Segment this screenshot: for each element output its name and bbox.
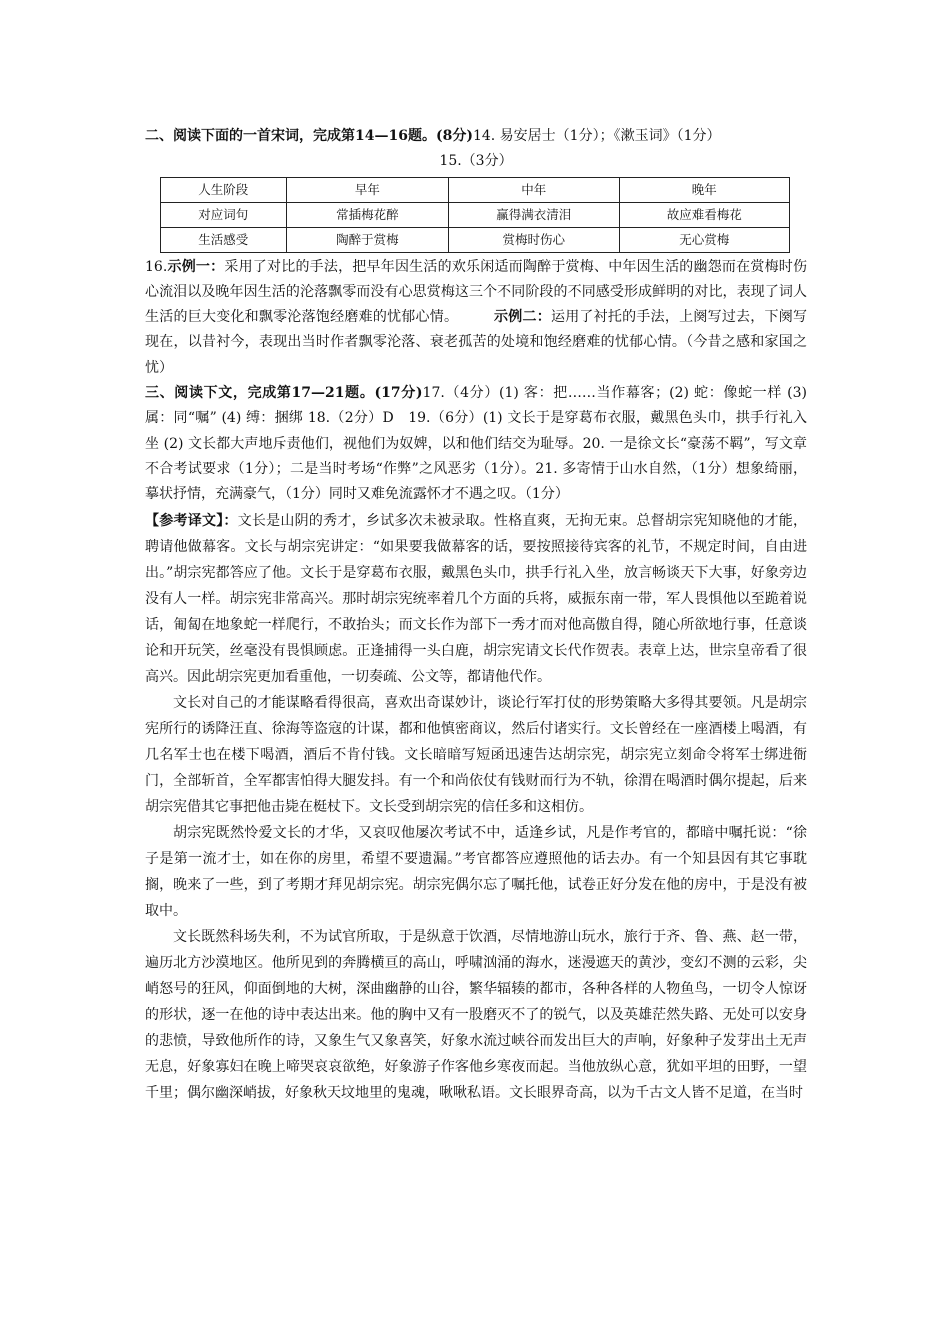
table-cell: 陶醉于赏梅 xyxy=(286,227,448,252)
table-cell: 生活感受 xyxy=(161,227,287,252)
q16-example2-label: 示例二： xyxy=(493,309,551,326)
q16-answer xyxy=(145,255,807,381)
section3-heading: 三、阅读下文，完成第17—21题。(17分) xyxy=(145,385,423,402)
q16-example2-text: 运用了衬托的手法，上阕写过去，下阕写现在，以昔衬今，表现出当时作者飘零沦落、衰老孤苦的处境和饱经磨难的忧郁心情。（今昔之感和家国之忧） xyxy=(145,309,808,376)
translation-paragraph: 文长既然科场失利，不为试官所取，于是纵意于饮酒，尽情地游山玩水，旅行于齐、鲁、燕、赵一带，遍历北方沙漠地区。他所见到的奔腾横亘的高山，呼啸汹涌的海水，迷漫遮天的黄沙，变幻不测的云彩，尖峭怒号的狂风，仰面倒地的大树，深曲幽静的山谷，繁华辐辏的都市，各种各样的人物鱼鸟，一切令人惊讶的形状，逐一在他的诗中表达出来。他的胸中又有一股磨灭不了的锐气，以及英雄茫然失路、无处可以安身的悲愤，导致他所作的诗，又象生气又象喜笑，好象水流过峡谷而发出巨大的声响，好象种子发芽出土无声无息，好象寡妇在晚上啼哭哀哀欲绝，好象游子作客他乡寒夜而起。当他放纵心意，犹如平坦的田野，一望千里；偶尔幽深峭拔，好象秋天坟地里的鬼魂，啾啾私语。文长眼界奇高，以为千古文人皆不足道，在当时 xyxy=(145,928,807,1101)
table-cell: 赢得满衣清泪 xyxy=(449,202,619,227)
table-cell: 早年 xyxy=(286,177,448,202)
table-cell: 常插梅花醉 xyxy=(286,202,448,227)
translation-paragraph: 胡宗宪既然怜爱文长的才华，又哀叹他屡次考试不中，适逢乡试，凡是作考官的，都暗中嘱托说：“徐子是第一流才士，如在你的房里，希望不要遗漏。”考官都答应遵照他的话去办。有一个知县因有其它事耽搁，晚来了一些，到了考期才拜见胡宗宪。胡宗宪偶尔忘了嘱托他，试卷正好分发在他的房中，于是没有被取中。 xyxy=(145,824,807,919)
document-body xyxy=(145,124,807,1106)
table-cell: 对应词句 xyxy=(161,202,287,227)
q14-answer: 14. 易安居士（1分）；《漱玉词》（1分） xyxy=(472,128,721,144)
table-cell: 故应难看梅花 xyxy=(619,202,789,227)
section2-heading: 二、阅读下面的一首宋词，完成第14—16题。(8分) xyxy=(145,128,473,144)
q15-label: 15.（3分） xyxy=(439,153,513,170)
q16-number: 16. xyxy=(145,258,168,275)
reference-translation xyxy=(145,508,807,1106)
q16-example1-text: 采用了对比的手法，把早年因生活的欢乐闲适而陶醉于赏梅、中年因生活的幽怨而在赏梅时伤心流泪以及晚年因生活的沦落飘零而没有心思赏梅这三个不同阶段的不同感受形成鲜明的对比，表现了词人生活的巨大变化和飘零沦落饱经磨难的忧郁心情。 xyxy=(145,258,808,326)
section3-block xyxy=(145,381,807,507)
translation-label: 【参考译文】： xyxy=(145,512,238,529)
table-row xyxy=(161,202,790,227)
table-header-row xyxy=(161,177,790,202)
table-cell: 人生阶段 xyxy=(161,177,287,202)
q16-example1-label: 示例一： xyxy=(167,258,225,275)
table-row xyxy=(161,227,790,252)
table-cell: 无心赏梅 xyxy=(619,227,789,252)
translation-paragraph xyxy=(145,508,807,690)
translation-text: 文长是山阴的秀才，乡试多次未被录取。性格直爽，无拘无束。总督胡宗宪知晓他的才能，聘请他做幕客。文长与胡宗宪讲定：“如果要我做幕客的话，要按照接待宾客的礼节，不规定时间，自由进出。”胡宗宪都答应了他。文长于是穿葛布衣服，戴黑色头巾，拱手行礼入坐，放言畅谈天下大事，好象旁边没有人一样。胡宗宪非常高兴。那时胡宗宪统率着几个方面的兵将，威振东南一带，军人畏惧他以至跪着说话，匍匐在地象蛇一样爬行，不敢抬头；而文长作为部下一秀才而对他高傲自得，随心所欲地行事，任意谈论和开玩笑，丝毫没有畏惧顾虑。正逢捕得一头白鹿，胡宗宪请文长代作贺表。表章上达，世宗皇帝看了很高兴。因此胡宗宪更加看重他，一切奏疏、公文等，都请他代作。 xyxy=(145,512,808,685)
translation-paragraph: 文长对自己的才能谋略看得很高，喜欢出奇谋妙计，谈论行军打仗的形势策略大多得其要领。凡是胡宗宪所行的诱降汪直、徐海等盗寇的计谋，都和他慎密商议，然后付诸实行。文长曾经在一座酒楼上喝酒，有几名军士也在楼下喝酒，酒后不肯付钱。文长暗暗写短函迅速告达胡宗宪，胡宗宪立刻命令将军士绑进衙门，全部斩首，全军都害怕得大腿发抖。有一个和尚依仗有钱财而行为不轨，徐渭在喝酒时偶尔提起，后来胡宗宪借其它事把他击毙在梃杖下。文长受到胡宗宪的信任多和这相仿。 xyxy=(145,694,807,815)
section3-answers: 17.（4分）(1) 客：把……当作幕客；(2) 蛇：像蛇一样 (3) 属：同“嘱” (4) 缚：捆绑 18.（2分）D 19.（6分）(1) 文长于是穿葛布衣服，戴黑色头巾，拱手行礼入坐 (2) 文长都大声地斥责他们，视他们为奴婢，以和他们结交为耻辱。20. 一是徐文长“豪荡不羁”，写文章不合考试要求（1分）；二是当时考场“作弊”之风恶劣（1分）。21. 多寄情于山水自然，（1分）想象绮丽，摹状抒情，充满豪气，（1分）同时又难免流露怀才不遇之叹。（1分） xyxy=(145,385,807,503)
table-cell: 中年 xyxy=(449,177,619,202)
table-cell: 赏梅时伤心 xyxy=(449,227,619,252)
q15-answer-table xyxy=(160,177,790,253)
section2-intro xyxy=(145,124,807,149)
table-cell: 晚年 xyxy=(619,177,789,202)
